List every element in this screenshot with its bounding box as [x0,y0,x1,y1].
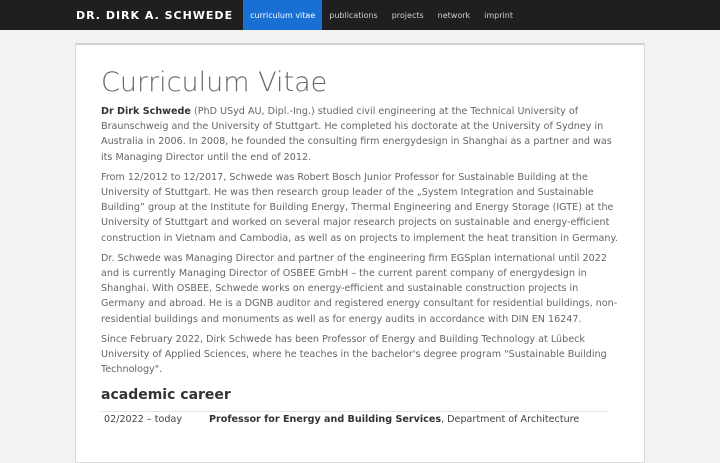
intro-name: Dr Dirk Schwede [101,106,191,117]
nav-item-network[interactable]: network [437,10,471,20]
intro-text: (PhD USyd AU, Dipl.-Ing.) studied civil engineering at the Technical University of Braunschweig and the University of Stuttgart. He completed his doctorate at the University of Sydney in Australia in 2006. In 2008, he founded the consulting firm energydesign in Shanghai as a partner and was its Managing Director until the end of 2012. [101,106,612,163]
bio-paragraph-3: Since February 2022, Dirk Schwede has been Professor of Energy and Building Technology at Lübeck University of Applied Sciences, where he teaches in the bachelor's degree program "Sustainable Building Technology". [101,333,607,376]
career-date: 02/2022 – today [101,412,206,428]
bio-paragraph-1: From 12/2012 to 12/2017, Schwede was Robert Bosch Junior Professor for Sustainable Building at the University of Stuttgart. He was then research group leader of the „System Integration and Sustainable Building” group at the Institute for Building Energy, Thermal Engineering and Energy Storage (IGTE) at the University of Stuttgart and worked on several major research projects on sustainable and energy-efficient construction in Vietnam and Cambodia, as well as on projects to implement the heat transition in Germany. [101,171,618,244]
intro-paragraph [101,104,621,165]
page-title: Curriculum Vitae [101,67,328,98]
career-table [101,411,607,427]
nav-item-imprint[interactable]: imprint [484,10,513,20]
career-detail: , Department of Architecture [441,414,580,426]
content-panel [75,43,645,463]
site-brand[interactable]: DR. DIRK A. SCHWEDE [76,8,234,22]
table-row [101,412,607,428]
bio-paragraph-2: Dr. Schwede was Managing Director and partner of the engineering firm EGSplan international until 2022 and is currently Managing Director of OSBEE GmbH – the current parent company of energydesign in Shanghai. With OSBEE, Schwede works on energy-efficient and sustainable construction projects in Germany and abroad. He is a DGNB auditor and registered energy consultant for residential buildings, non-residential buildings and monuments as well as for energy audits in accordance with DIN EN 16247. [101,252,618,325]
section-title-academic-career: academic career [101,387,231,404]
career-role: Professor for Energy and Building Services [209,414,442,426]
nav-item-publications[interactable]: publications [329,10,378,20]
top-navbar [0,0,720,30]
main-nav [243,0,520,30]
nav-item-projects[interactable]: projects [391,10,424,20]
main-content [101,67,621,427]
career-position [206,412,607,428]
nav-item-curriculum-vitae[interactable]: curriculum vitae [243,0,322,30]
